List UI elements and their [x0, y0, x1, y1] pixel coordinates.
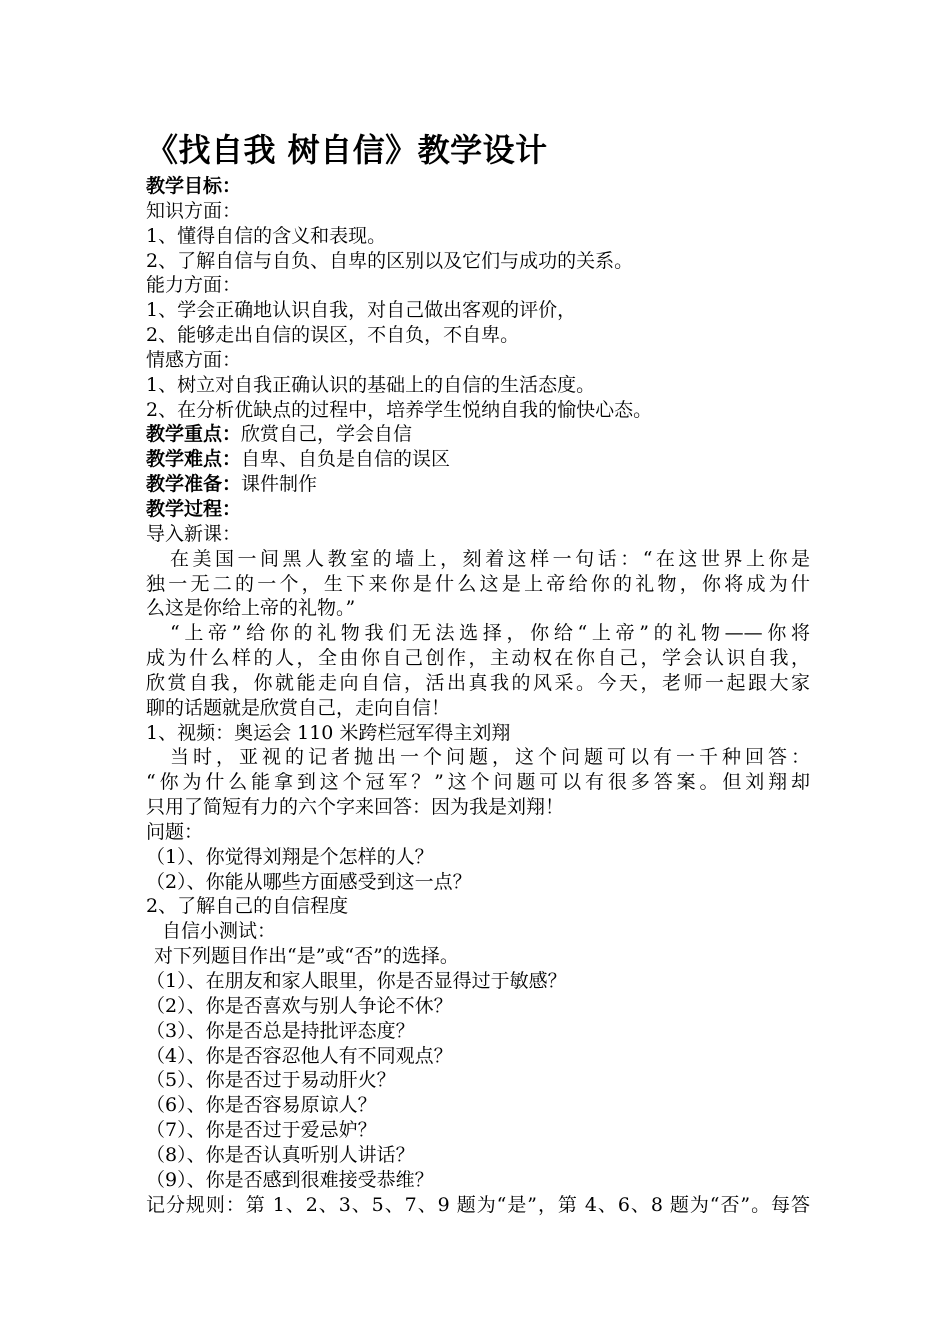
test-item: （9）、你是否感到很难接受恭维？	[146, 1168, 434, 1191]
paragraph-3-line-2: “你为什么能拿到这个冠军？”这个问题可以有很多答案。但刘翔却	[146, 771, 810, 794]
paragraph-1-line-2: 独一无二的一个，生下来你是什么这是上帝给你的礼物，你将成为什	[146, 572, 810, 595]
paragraph-2-line-2: 成为什么样的人，全由你自己创作，主动权在你自己，学会认识自我，	[146, 647, 810, 670]
ability-item-2: 2、能够走出自信的误区，不自负，不自卑。	[146, 324, 520, 347]
test-item: （2）、你是否喜欢与别人争论不休？	[146, 994, 453, 1017]
prep-text: 课件制作	[241, 473, 318, 496]
emotion-heading: 情感方面：	[146, 348, 242, 371]
paragraph-2-line-3: 欣赏自我，你就能走向自信，活出真我的风采。今天，老师一起跟大家	[146, 671, 810, 694]
process-heading: 教学过程：	[146, 497, 242, 520]
teaching-focus	[146, 422, 810, 447]
test-heading: 自信小测试：	[162, 920, 277, 943]
teaching-difficulty	[146, 447, 810, 472]
paragraph-3-line-1: 当时，亚视的记者抛出一个问题，这个问题可以有一千种回答：	[170, 746, 810, 769]
intro-heading: 导入新课：	[146, 522, 242, 545]
ability-heading: 能力方面：	[146, 274, 242, 297]
scoring-line: 记分规则：第 1、2、3、5、7、9 题为“是”，第 4、6、8 题为“否”。每答	[146, 1193, 810, 1216]
difficulty-label: 教学难点：	[146, 448, 242, 471]
test-instruction: 对下列题目作出“是”或“否”的选择。	[154, 945, 459, 968]
document-title: 《找自我 树自信》教学设计	[146, 131, 548, 169]
prep-label: 教学准备：	[146, 473, 242, 496]
test-item: （8）、你是否认真听别人讲话？	[146, 1143, 415, 1166]
focus-label: 教学重点：	[146, 423, 242, 446]
ability-item-1: 1、学会正确地认识自我，对自己做出客观的评价，	[146, 299, 577, 322]
focus-text: 欣赏自己，学会自信	[241, 423, 413, 446]
section-2-heading: 2、了解自己的自信程度	[146, 895, 349, 918]
knowledge-item-2: 2、了解自信与自负、自卑的区别以及它们与成功的关系。	[146, 249, 634, 272]
paragraph-3-line-3: 只用了简短有力的六个字来回答：因为我是刘翔！	[146, 796, 565, 819]
test-item: （1）、在朋友和家人眼里，你是否显得过于敏感？	[146, 970, 567, 992]
question-item-2: （2）、你能从哪些方面感受到这一点？	[146, 870, 472, 893]
goals-heading: 教学目标：	[146, 175, 242, 197]
paragraph-1-line-1: 在美国一间黑人教室的墙上，刻着这样一句话：“在这世界上你是	[170, 547, 810, 570]
difficulty-text: 自卑、自负是自信的误区	[241, 448, 451, 471]
test-item: （3）、你是否总是持批评态度？	[146, 1019, 415, 1042]
document-body	[146, 174, 810, 1217]
paragraph-2-line-1: “上帝”给你的礼物我们无法选择，你给“上帝”的礼物——你将	[170, 622, 810, 645]
emotion-item-1: 1、树立对自我正确认识的基础上的自信的生活态度。	[146, 373, 596, 396]
video-line: 1、视频：奥运会 110 米跨栏冠军得主刘翔	[146, 721, 511, 744]
emotion-item-2: 2、在分析优缺点的过程中，培养学生悦纳自我的愉快心态。	[146, 398, 653, 421]
question-heading: 问题：	[146, 820, 204, 843]
paragraph-2-line-4: 聊的话题就是欣赏自己，走向自信！	[146, 696, 451, 719]
teaching-preparation	[146, 472, 810, 497]
test-item: （5）、你是否过于易动肝火？	[146, 1069, 396, 1092]
test-item: （6）、你是否容易原谅人？	[146, 1094, 377, 1117]
paragraph-1-line-3: 么这是你给上帝的礼物。”	[146, 597, 356, 620]
knowledge-item-1: 1、懂得自信的含义和表现。	[146, 224, 387, 247]
knowledge-heading: 知识方面：	[146, 199, 242, 222]
question-item-1: （1）、你觉得刘翔是个怎样的人？	[146, 845, 434, 868]
test-item: （7）、你是否过于爱忌妒？	[146, 1119, 377, 1142]
test-item: （4）、你是否容忍他人有不同观点？	[146, 1044, 453, 1067]
